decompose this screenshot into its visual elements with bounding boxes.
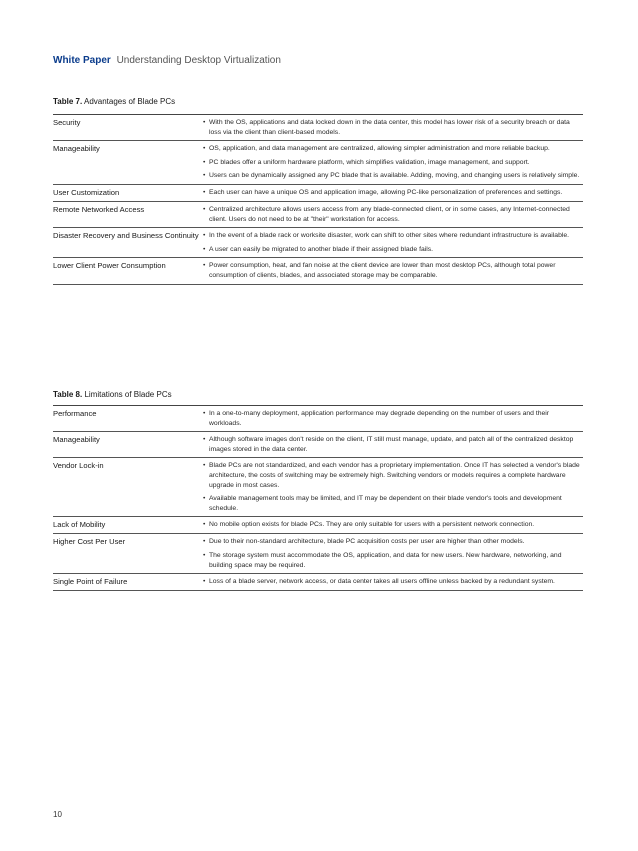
bullet-icon: •	[203, 462, 206, 470]
row-description	[203, 537, 583, 570]
document-type-label: White Paper	[53, 55, 111, 66]
row-category: Performance	[53, 409, 97, 418]
bullet-icon: •	[203, 172, 206, 180]
bullet-item	[203, 577, 583, 587]
bullet-icon: •	[203, 521, 206, 529]
table-row	[53, 202, 583, 228]
bullet-item	[203, 205, 583, 224]
row-description	[203, 435, 583, 454]
table-row	[53, 185, 583, 202]
bullet-text: PC blades offer a uniform hardware platform, which simplifies validation, image management, and support.	[209, 158, 530, 166]
bullet-text: In a one-to-many deployment, application performance may degrade depending on the number of users and their workloads.	[209, 410, 550, 427]
bullet-icon: •	[203, 538, 206, 546]
table-row	[53, 517, 583, 534]
row-description	[203, 520, 583, 530]
bullet-icon: •	[203, 410, 206, 417]
table-row	[53, 115, 583, 141]
row-category: Manageability	[53, 144, 100, 154]
row-category: Manageability	[53, 435, 100, 445]
bullet-icon: •	[203, 551, 206, 559]
bullet-text: With the OS, applications and data locked down in the data center, this model has lower risk of a security breach or data loss via the client than client-based models.	[209, 119, 570, 136]
limitations-table	[53, 405, 583, 591]
bullet-text: Due to their non-standard architecture, blade PC acquisition costs per user are higher than other models.	[209, 538, 525, 546]
bullet-item	[203, 231, 583, 241]
row-category: User Customization	[53, 187, 120, 197]
row-description	[203, 205, 583, 224]
bullet-icon: •	[203, 262, 206, 270]
row-category: Single Point of Failure	[53, 577, 128, 587]
row-description	[203, 577, 583, 587]
row-category: Security	[53, 118, 81, 127]
bullet-icon: •	[203, 232, 206, 240]
table-row	[53, 574, 583, 591]
bullet-text: No mobile option exists for blade PCs. They are only suitable for users with a persistent network connection.	[209, 521, 535, 529]
advantages-table	[53, 114, 583, 285]
bullet-text: In the event of a blade rack or worksite disaster, work can shift to other sites where redundant infrastructure is available.	[209, 232, 570, 240]
bullet-icon: •	[203, 158, 206, 166]
bullet-text: Although software images don't reside on the client, IT still must manage, update, and patch all of the centralized desktop images stored in the data center.	[209, 436, 574, 453]
table-7-caption	[53, 97, 175, 106]
bullet-item	[203, 409, 583, 428]
bullet-item	[203, 435, 583, 454]
bullet-item	[203, 144, 583, 154]
row-category: Remote Networked Access	[53, 204, 145, 214]
table-row	[53, 141, 583, 185]
bullet-item	[203, 520, 583, 530]
row-description	[203, 409, 583, 428]
table-row	[53, 458, 583, 517]
bullet-item	[203, 158, 583, 168]
bullet-text: Available management tools may be limited, and IT may be dependent on their blade vendor's tools and development schedule.	[209, 495, 562, 512]
bullet-icon: •	[203, 578, 206, 586]
table-7-number: Table 7.	[53, 97, 83, 106]
row-category: Lower Client Power Consumption	[53, 261, 166, 271]
bullet-item	[203, 261, 583, 280]
table-8-title: Limitations of Blade PCs	[84, 390, 172, 399]
bullet-item	[203, 245, 583, 255]
row-description	[203, 231, 583, 254]
bullet-item	[203, 494, 583, 513]
bullet-icon: •	[203, 436, 206, 444]
row-category: Higher Cost Per User	[53, 537, 126, 547]
bullet-item	[203, 461, 583, 490]
table-8-caption	[53, 390, 172, 399]
table-row	[53, 406, 583, 432]
table-row	[53, 534, 583, 574]
row-category: Disaster Recovery and Business Continuity	[53, 231, 199, 241]
bullet-text: Blade PCs are not standardized, and each vendor has a proprietary implementation. Once IT has selected a vendor's blade architecture, the costs of switching may be extremely high. Switching vendors or models requires a complete hardware upgrade in most cases.	[209, 462, 580, 489]
bullet-item	[203, 118, 583, 137]
bullet-text: A user can easily be migrated to another blade if their assigned blade fails.	[209, 245, 434, 253]
bullet-text: Each user can have a unique OS and application image, allowing PC-like personalization of preferences and settings.	[209, 188, 563, 196]
row-category: Vendor Lock-in	[53, 461, 104, 471]
bullet-icon: •	[203, 245, 206, 253]
bullet-item	[203, 537, 583, 547]
row-description	[203, 188, 583, 198]
document-title: Understanding Desktop Virtualization	[116, 55, 281, 66]
bullet-icon: •	[203, 119, 206, 126]
table-row	[53, 432, 583, 458]
bullet-item	[203, 551, 583, 570]
table-8-number: Table 8.	[53, 390, 83, 399]
row-description	[203, 261, 583, 280]
bullet-icon: •	[203, 145, 206, 153]
bullet-text: Power consumption, heat, and fan noise at the client device are lower than most desktop PCs, although total power consumption of clients, blades, and associated storage may be comparable.	[209, 262, 556, 279]
row-category: Lack of Mobility	[53, 520, 106, 530]
table-7-title: Advantages of Blade PCs	[83, 97, 176, 106]
row-description	[203, 144, 583, 181]
bullet-text: Centralized architecture allows users access from any blade-connected client, or in some cases, any Internet-connected client. Users do not need to be at "their" workstation for access.	[209, 205, 570, 223]
bullet-item	[203, 188, 583, 198]
bullet-text: The storage system must accommodate the OS, application, and data for new users. New hardware, networking, and building space may be required.	[209, 551, 562, 569]
row-description	[203, 118, 583, 137]
row-description	[203, 461, 583, 513]
table-row	[53, 228, 583, 258]
bullet-text: OS, application, and data management are centralized, allowing simpler administration and more reliable backup.	[209, 145, 550, 153]
page-header	[53, 55, 281, 66]
bullet-icon: •	[203, 188, 206, 196]
bullet-icon: •	[203, 205, 206, 213]
bullet-item	[203, 171, 583, 181]
table-row	[53, 258, 583, 284]
page-number: 10	[53, 810, 62, 819]
bullet-text: Loss of a blade server, network access, or data center takes all users offline unless backed by a redundant system.	[209, 578, 555, 586]
bullet-text: Users can be dynamically assigned any PC blade that is available. Adding, moving, and changing users is relatively simple.	[209, 172, 580, 180]
bullet-icon: •	[203, 495, 206, 503]
